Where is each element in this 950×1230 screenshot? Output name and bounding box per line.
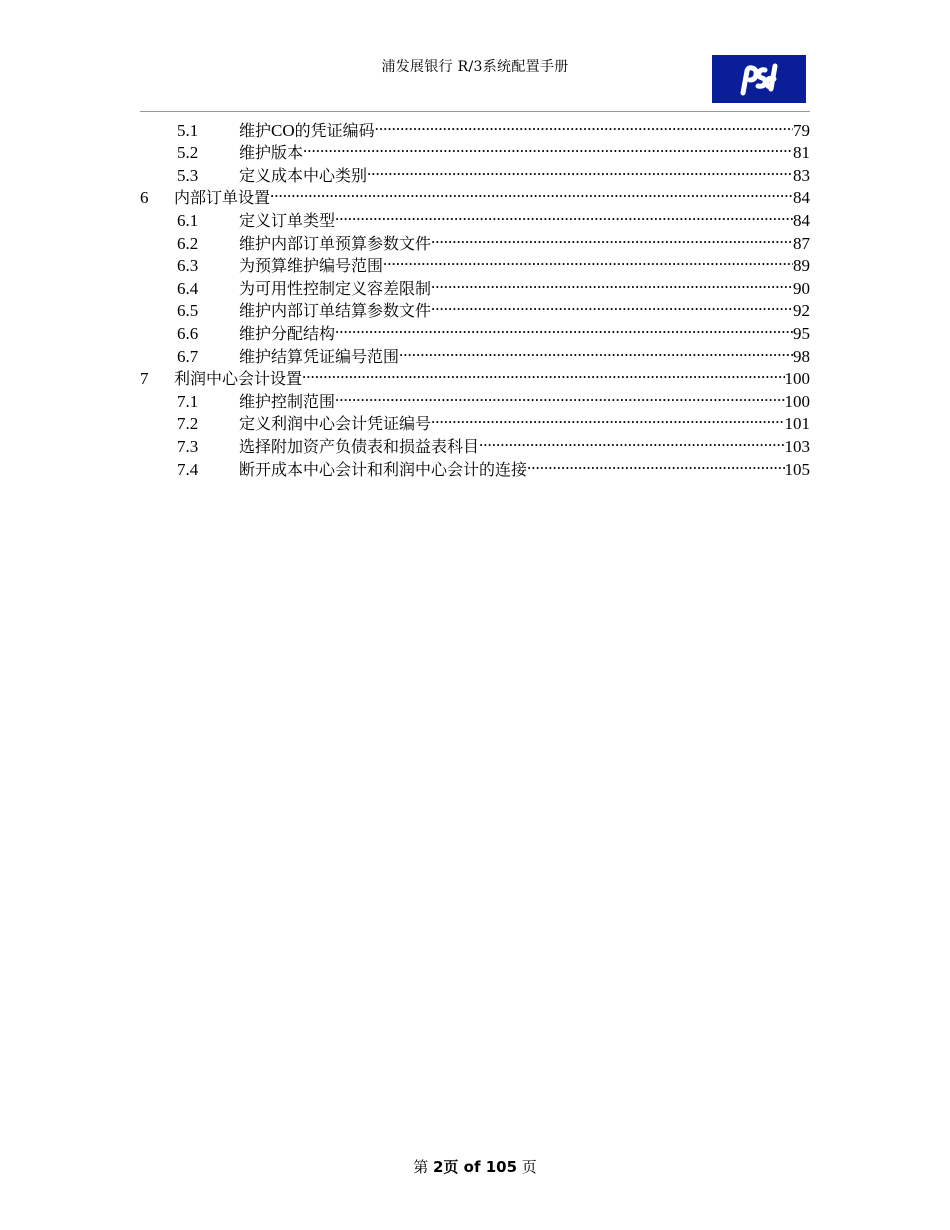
toc-entry-number: 6.5 xyxy=(177,301,199,321)
bank-logo-icon xyxy=(736,62,782,96)
toc-entry-title xyxy=(239,459,527,482)
page-footer xyxy=(0,1156,950,1177)
toc-entry-title-latin: CO xyxy=(271,120,295,140)
toc-entry-title-text: 为预算维护编号范围 xyxy=(239,256,384,276)
toc-dot-leader xyxy=(335,384,784,407)
toc-entry-title-text: 维护结算凭证编号范围 xyxy=(239,346,400,366)
toc-entry[interactable] xyxy=(140,181,810,208)
toc-entry[interactable] xyxy=(140,249,810,276)
toc-entry-number: 6.3 xyxy=(177,256,199,276)
toc-dot-leader xyxy=(335,316,793,339)
toc-entry-number: 5.1 xyxy=(177,120,199,140)
toc-entry-title-text: 定义订单类型 xyxy=(239,210,336,230)
toc-dot-leader xyxy=(383,249,793,272)
toc-entry-page-number: 79 xyxy=(793,120,810,140)
toc-entry[interactable] xyxy=(140,316,810,343)
toc-entry-page-number: 92 xyxy=(793,301,810,321)
toc-entry[interactable] xyxy=(140,452,810,479)
footer-total-pages: 105 xyxy=(485,1158,518,1176)
toc-entry-title-text: 选择附加资产负债表和损益表科目 xyxy=(239,436,480,456)
toc-entry[interactable] xyxy=(140,271,810,298)
toc-entry-title-text: 的凭证编码 xyxy=(294,120,375,140)
toc-entry-title-text: 利润中心会计设置 xyxy=(174,369,303,389)
toc-entry-page-number: 84 xyxy=(793,188,810,208)
toc-entry[interactable] xyxy=(140,362,810,389)
toc-entry-title-text: 定义成本中心类别 xyxy=(239,165,368,185)
toc-dot-leader xyxy=(431,294,793,317)
toc-entry[interactable] xyxy=(140,429,810,456)
toc-entry-page-number: 100 xyxy=(784,369,810,389)
toc-entry-title-text: 维护分配结构 xyxy=(239,323,336,343)
toc-entry-number: 6.4 xyxy=(177,278,199,298)
toc-entry-title-text: 为可用性控制定义容差限制 xyxy=(239,278,432,298)
toc-entry-title-text: 维护控制范围 xyxy=(239,391,336,411)
toc-entry-page-number: 83 xyxy=(793,165,810,185)
footer-of-word: of xyxy=(458,1158,486,1176)
toc-entry-number: 6.1 xyxy=(177,210,199,230)
toc-entry-page-number: 105 xyxy=(784,459,810,479)
toc-entry-page-number: 87 xyxy=(793,233,810,253)
toc-entry-number: 7.3 xyxy=(177,436,199,456)
toc-entry-title-text: 维护内部订单结算参数文件 xyxy=(239,301,432,321)
toc-dot-leader xyxy=(431,407,784,430)
toc-entry-number: 7 xyxy=(140,369,149,389)
toc-entry-number: 6.7 xyxy=(177,346,199,366)
toc-dot-leader xyxy=(270,181,793,204)
header-title: 浦发展银行 R/3系统配置手册 xyxy=(381,59,569,75)
toc-entry-page-number: 90 xyxy=(793,278,810,298)
toc-dot-leader xyxy=(399,339,793,362)
table-of-contents xyxy=(140,113,810,479)
footer-current-page: 2 xyxy=(432,1158,444,1176)
toc-entry[interactable] xyxy=(140,226,810,253)
toc-entry[interactable] xyxy=(140,407,810,434)
toc-dot-leader xyxy=(375,113,793,136)
toc-entry-number: 6.2 xyxy=(177,233,199,253)
footer-prefix: 第 xyxy=(413,1158,433,1176)
toc-dot-leader xyxy=(431,226,793,249)
toc-entry-number: 7.1 xyxy=(177,391,199,411)
toc-entry-page-number: 89 xyxy=(793,256,810,276)
toc-entry-page-number: 98 xyxy=(793,346,810,366)
toc-entry-page-number: 84 xyxy=(793,210,810,230)
bank-logo xyxy=(712,55,806,103)
toc-entry-title-text: 维护 xyxy=(239,120,272,140)
footer-page-word: 页 xyxy=(443,1158,459,1176)
toc-entry-number: 5.3 xyxy=(177,165,199,185)
toc-entry-page-number: 81 xyxy=(793,143,810,163)
toc-dot-leader xyxy=(527,452,784,475)
footer-suffix: 页 xyxy=(517,1158,537,1176)
toc-dot-leader xyxy=(367,158,793,181)
toc-entry-title-text: 维护内部订单预算参数文件 xyxy=(239,233,432,253)
page-header xyxy=(140,0,810,112)
toc-entry-page-number: 101 xyxy=(784,414,810,434)
toc-entry-page-number: 103 xyxy=(784,436,810,456)
toc-dot-leader xyxy=(479,429,784,452)
toc-dot-leader xyxy=(302,362,784,385)
toc-entry[interactable] xyxy=(140,339,810,366)
toc-entry[interactable] xyxy=(140,294,810,321)
toc-entry-number: 6 xyxy=(140,188,149,208)
toc-entry-page-number: 100 xyxy=(784,391,810,411)
toc-entry[interactable] xyxy=(140,158,810,185)
toc-entry-number: 6.6 xyxy=(177,323,199,343)
toc-dot-leader xyxy=(335,203,793,226)
toc-entry-number: 7.4 xyxy=(177,459,199,479)
toc-entry[interactable] xyxy=(140,113,810,140)
toc-entry-number: 5.2 xyxy=(177,143,199,163)
toc-entry-title-text: 维护版本 xyxy=(239,143,304,163)
toc-entry-title-text: 定义利润中心会计凭证编号 xyxy=(239,414,432,434)
toc-entry[interactable] xyxy=(140,384,810,411)
toc-entry-number: 7.2 xyxy=(177,414,199,434)
toc-entry-title-text: 断开成本中心会计和利润中心会计的连接 xyxy=(239,459,528,479)
toc-entry[interactable] xyxy=(140,203,810,230)
toc-entry-page-number: 95 xyxy=(793,323,810,343)
toc-entry[interactable] xyxy=(140,136,810,163)
toc-entry-title-text: 内部订单设置 xyxy=(174,188,271,208)
toc-dot-leader xyxy=(303,136,793,159)
toc-dot-leader xyxy=(431,271,793,294)
